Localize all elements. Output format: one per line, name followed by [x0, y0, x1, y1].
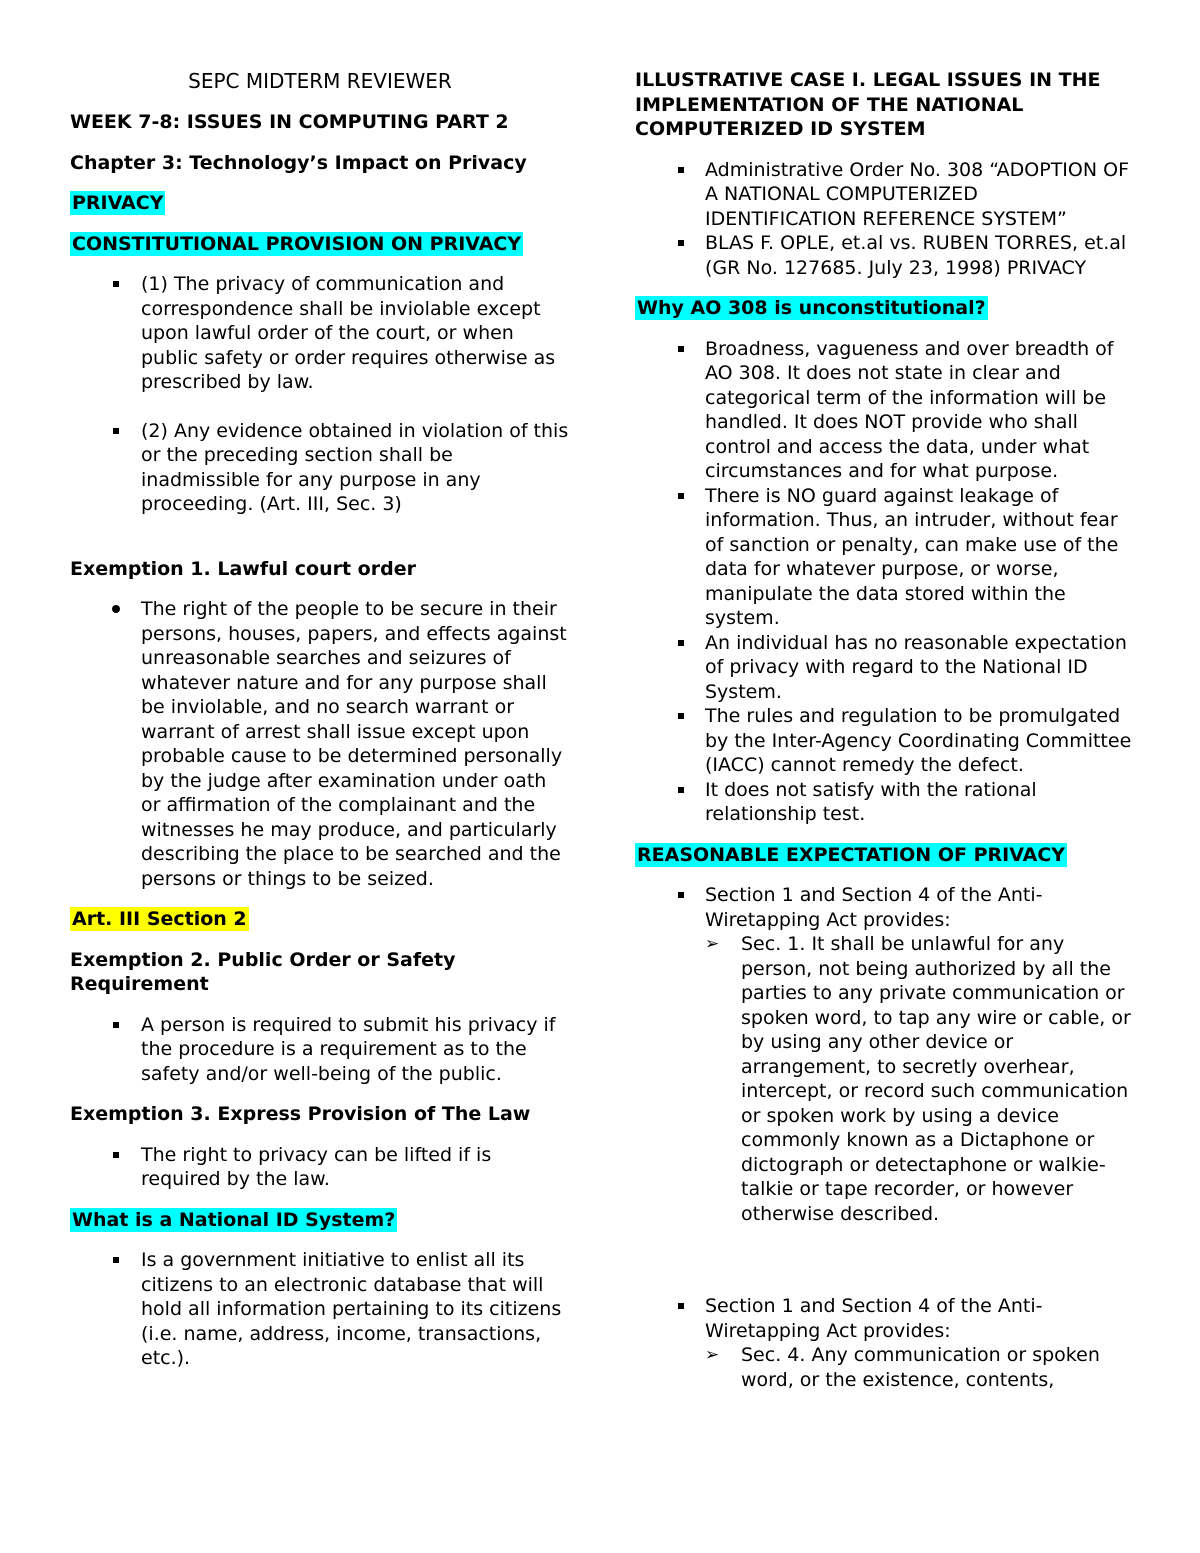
list-item: Section 1 and Section 4 of the Anti-Wiretapping Act provides: ➢ Sec. 1. It shall be unlawful for any person, not being authorized by all the parties to any private communication or spoken word, to tap any wire or cable, or by using any other device or arrangement, to secretly overhear, intercept, or record such communication or spoken work by using a device commonly known as a Dictaphone or dictograph or detectaphone or walkie-talkie or tape recorder, or however otherwise described. [635, 883, 1135, 1226]
list-item: BLAS F. OPLE, et.al vs. RUBEN TORRES, et.al (GR No. 127685. July 23, 1998) PRIVACY [635, 231, 1135, 280]
exemption3-list [70, 1143, 570, 1192]
exemption2-heading: Exemption 2. Public Order or Safety Requirement [70, 948, 456, 995]
constitutional-list [70, 272, 570, 517]
list-item: Administrative Order No. 308 “ADOPTION OF A NATIONAL COMPUTERIZED IDENTIFICATION REFERENCE SYSTEM” [635, 158, 1135, 232]
sub-list-item: ➢ Sec. 4. Any communication or spoken word, or the existence, contents, [705, 1344, 1100, 1391]
list-item: The right of the people to be secure in their persons, houses, papers, and effects against unreasonable searches and seizures of whatever nature and for any purpose shall be inviolable, and no search warrant or warrant of arrest shall issue except upon probable cause to be determined personally by the judge after examination under oath or affirmation of the complainant and the witnesses he may produce, and particularly describing the place to be searched and the persons or things to be seized. [70, 597, 570, 891]
sub-list [705, 932, 1135, 1226]
arrow-bullet-icon: ➢ [705, 934, 720, 954]
week-heading: WEEK 7-8: ISSUES IN COMPUTING PART 2 [70, 111, 509, 133]
list-item: It does not satisfy with the rational relationship test. [635, 778, 1135, 827]
privacy-heading: PRIVACY [72, 192, 164, 214]
square-bullet-icon [678, 892, 684, 898]
arrow-bullet-icon: ➢ [705, 1345, 720, 1365]
list-item: Broadness, vagueness and over breadth of AO 308. It does not state in clear and categorical term of the information will be handled. It does NOT provide who shall control and access the data, under what circumstances and for what purpose. [635, 337, 1135, 484]
list-item: Is a government initiative to enlist all its citizens to an electronic database that will hold all information pertaining to its citizens (i.e. name, address, income, transactions, etc.). [70, 1248, 570, 1371]
list-item: The right to privacy can be lifted if is required by the law. [70, 1143, 570, 1192]
why-ao-list [635, 337, 1135, 827]
art3-heading: Art. III Section 2 [72, 908, 247, 930]
square-bullet-icon [113, 1022, 119, 1028]
square-bullet-icon [678, 1303, 684, 1309]
square-bullet-icon [678, 713, 684, 719]
document-title: SEPC MIDTERM REVIEWER [188, 69, 452, 93]
square-bullet-icon [113, 1152, 119, 1158]
constitutional-heading: CONSTITUTIONAL PROVISION ON PRIVACY [72, 232, 522, 255]
square-bullet-icon [113, 428, 119, 434]
list-item: A person is required to submit his privacy if the procedure is a requirement as to the safety and/or well-being of the public. [70, 1013, 570, 1087]
list-item: There is NO guard against leakage of information. Thus, an intruder, without fear of sanction or penalty, can make use of the data for whatever purpose, or worse, manipulate the data stored within the system. [635, 484, 1135, 631]
list-item: Section 1 and Section 4 of the Anti-Wiretapping Act provides: ➢ Sec. 4. Any communication or spoken word, or the existence, contents, [635, 1294, 1135, 1392]
exemption1-list [70, 597, 570, 891]
square-bullet-icon [678, 240, 684, 246]
square-bullet-icon [113, 281, 119, 287]
list-item: (2) Any evidence obtained in violation of this or the preceding section shall be inadmissible for any purpose in any proceeding. (Art. III, Sec. 3) [70, 419, 570, 517]
case-heading: ILLUSTRATIVE CASE I. LEGAL ISSUES IN THE IMPLEMENTATION OF THE NATIONAL COMPUTERIZED ID SYSTEM [635, 69, 1101, 140]
square-bullet-icon [678, 167, 684, 173]
list-item: The rules and regulation to be promulgated by the Inter-Agency Coordinating Committee (IACC) cannot remedy the defect. [635, 704, 1135, 778]
chapter-heading: Chapter 3: Technology’s Impact on Privacy [70, 151, 527, 174]
national-id-list [70, 1248, 570, 1371]
sub-list [705, 1343, 1135, 1392]
list-item: (1) The privacy of communication and correspondence shall be inviolable except upon lawful order of the court, or when public safety or order requires otherwise as prescribed by law. [70, 272, 570, 395]
sub-list-item: ➢ Sec. 1. It shall be unlawful for any person, not being authorized by all the parties to any private communication or spoken word, to tap any wire or cable, or by using any other device or arrangement, to secretly overhear, intercept, or record such communication or spoken work by using a device commonly known as a Dictaphone or dictograph or detectaphone or walkie-talkie or tape recorder, or however otherwise described. [705, 933, 1131, 1225]
left-column [70, 68, 570, 1387]
list-item: An individual has no reasonable expectation of privacy with regard to the National ID System. [635, 631, 1135, 705]
square-bullet-icon [113, 1257, 119, 1263]
national-id-heading: What is a National ID System? [72, 1208, 396, 1231]
exemption2-list [70, 1013, 570, 1087]
exemption1-heading: Exemption 1. Lawful court order [70, 557, 416, 580]
exemption3-heading: Exemption 3. Express Provision of The Law [70, 1103, 531, 1125]
reasonable-list [635, 883, 1135, 1392]
right-column [635, 68, 1135, 1408]
round-bullet-icon [112, 605, 120, 613]
square-bullet-icon [678, 640, 684, 646]
square-bullet-icon [678, 787, 684, 793]
reasonable-heading: REASONABLE EXPECTATION OF PRIVACY [637, 843, 1066, 866]
case-list [635, 158, 1135, 281]
square-bullet-icon [678, 346, 684, 352]
why-ao-heading: Why AO 308 is unconstitutional? [637, 297, 986, 319]
square-bullet-icon [678, 493, 684, 499]
